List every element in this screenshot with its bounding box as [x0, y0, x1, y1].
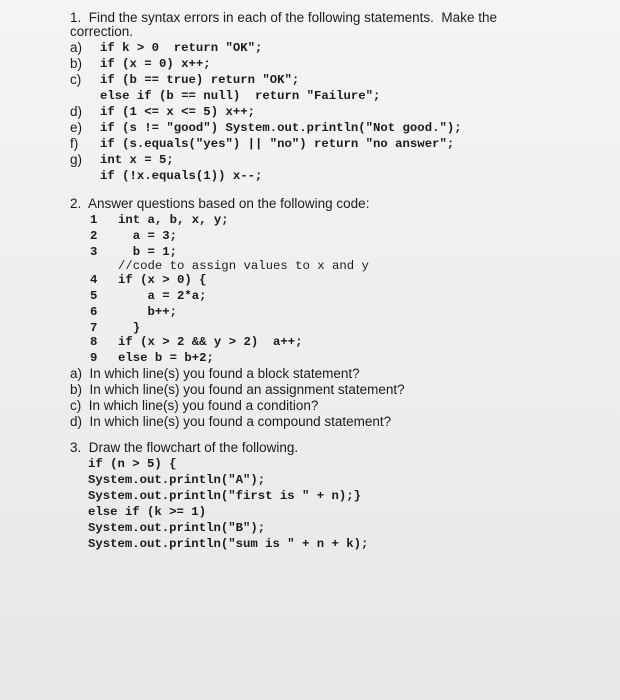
q1-item-code: if (x = 0) x++;	[100, 57, 211, 71]
q2-question: d) In which line(s) you found a compound statement?	[70, 414, 392, 429]
code-line-number: 3	[90, 245, 98, 259]
q1-item-code: if (s != "good") System.out.println("Not good.");	[100, 121, 462, 135]
q1-item-label: a)	[70, 40, 83, 55]
code-line-number: 9	[90, 351, 98, 365]
q3-heading: 3. Draw the flowchart of the following.	[70, 440, 299, 455]
q1-item-code: if (b == true) return "OK";	[100, 73, 300, 87]
flowchart-code-line: System.out.println("A");	[88, 473, 266, 487]
code-line-number: 4	[90, 273, 98, 287]
q1-item-code: if k > 0 return "OK";	[100, 41, 263, 55]
q2-heading: 2. Answer questions based on the following code:	[70, 196, 370, 211]
q1-heading: 1. Find the syntax errors in each of the following statements. Make the	[70, 10, 497, 25]
q1-item-code: if (1 <= x <= 5) x++;	[100, 105, 255, 119]
code-line-number: 2	[90, 229, 98, 243]
q1-item-label: g)	[70, 152, 83, 167]
code-line: b++;	[118, 305, 178, 319]
q1-item-code: int x = 5;	[100, 153, 174, 167]
code-line: if (x > 2 && y > 2) a++;	[118, 335, 303, 349]
flowchart-code-line: System.out.println("sum is " + n + k);	[88, 537, 369, 551]
code-line: }	[118, 321, 141, 335]
code-line: a = 2*a;	[118, 289, 207, 303]
q2-question: c) In which line(s) you found a condition?	[70, 398, 319, 413]
q1-item-label: b)	[70, 56, 83, 71]
code-line: a = 3;	[118, 229, 178, 243]
flowchart-code-line: else if (k >= 1)	[88, 505, 207, 519]
q1-item-code: if (s.equals("yes") || "no") return "no answer";	[100, 137, 455, 151]
q1-item-code: if (!x.equals(1)) x--;	[100, 169, 263, 183]
code-line-number: 7	[90, 321, 98, 335]
code-line: else b = b+2;	[118, 351, 214, 365]
code-comment: //code to assign values to x and y	[118, 259, 369, 273]
flowchart-code-line: System.out.println("B");	[88, 521, 266, 535]
q2-question: b) In which line(s) you found an assignment statement?	[70, 382, 405, 397]
q1-item-label: e)	[70, 120, 83, 135]
q2-question: a) In which line(s) you found a block statement?	[70, 366, 360, 381]
q1-item-code: else if (b == null) return "Failure";	[100, 89, 381, 103]
code-line: int a, b, x, y;	[118, 213, 229, 227]
q1-item-label: c)	[70, 72, 82, 87]
code-line: b = 1;	[118, 245, 178, 259]
code-line-number: 8	[90, 335, 98, 349]
code-line: if (x > 0) {	[118, 273, 207, 287]
code-line-number: 1	[90, 213, 98, 227]
q1-heading-continued: correction.	[70, 24, 134, 39]
code-line-number: 6	[90, 305, 98, 319]
code-line-number: 5	[90, 289, 98, 303]
flowchart-code-line: if (n > 5) {	[88, 457, 177, 471]
flowchart-code-line: System.out.println("first is " + n);}	[88, 489, 362, 503]
q1-item-label: f)	[70, 136, 79, 151]
q1-item-label: d)	[70, 104, 83, 119]
